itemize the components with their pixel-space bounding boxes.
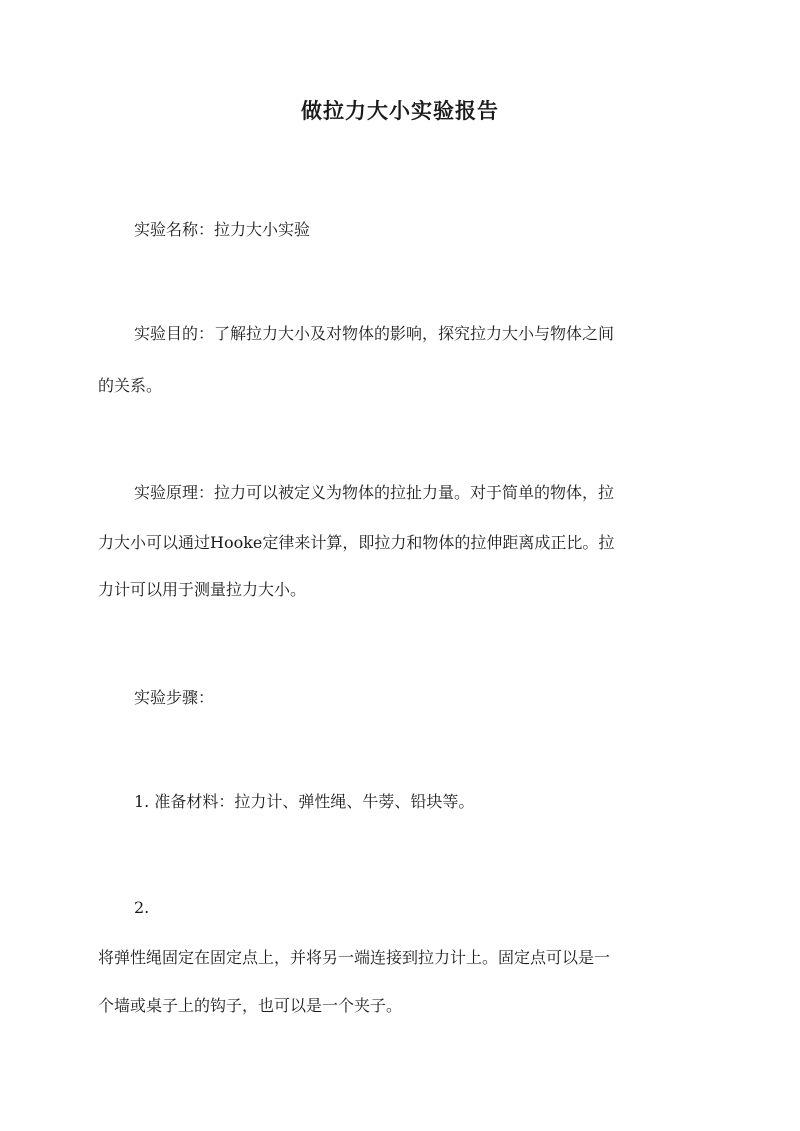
step-2-number-paragraph (98, 890, 704, 926)
principle-line-2: 力大小可以通过Hooke定律来计算，即拉力和物体的拉伸距离成正比。拉 (98, 533, 615, 552)
step-1-text: 1. 准备材料：拉力计、弹性绳、牛蒡、铅块等。 (134, 792, 475, 811)
experiment-principle-line3-block (98, 572, 704, 608)
step-2-line-1: 将弹性绳固定在固定点上，并将另一端连接到拉力计上。固定点可以是一 (98, 948, 611, 967)
step-2-number: 2. (134, 898, 150, 917)
document-title: 做拉力大小实验报告 (301, 98, 499, 123)
purpose-line-2: 的关系。 (98, 376, 163, 395)
experiment-principle-paragraph (98, 475, 704, 511)
experiment-steps-heading (98, 680, 704, 716)
experiment-purpose-continuation (98, 368, 704, 404)
purpose-line-1: 实验目的：了解拉力大小及对物体的影响，探究拉力大小与物体之间 (134, 324, 615, 343)
principle-line-3: 力计可以用于测量拉力大小。 (98, 580, 307, 599)
experiment-purpose-paragraph (98, 316, 704, 352)
step-2-line1-block (98, 940, 704, 976)
experiment-principle-line2-block (98, 525, 704, 561)
steps-heading-text: 实验步骤： (134, 688, 215, 707)
experiment-name-text: 实验名称：拉力大小实验 (134, 220, 311, 239)
principle-line-1: 实验原理：拉力可以被定义为物体的拉扯力量。对于简单的物体，拉 (134, 483, 615, 502)
step-1-paragraph (98, 784, 704, 820)
step-2-line-2: 个墙或桌子上的钩子，也可以是一个夹子。 (98, 996, 403, 1015)
step-2-line2-block (98, 988, 704, 1024)
experiment-name-paragraph (98, 212, 704, 248)
